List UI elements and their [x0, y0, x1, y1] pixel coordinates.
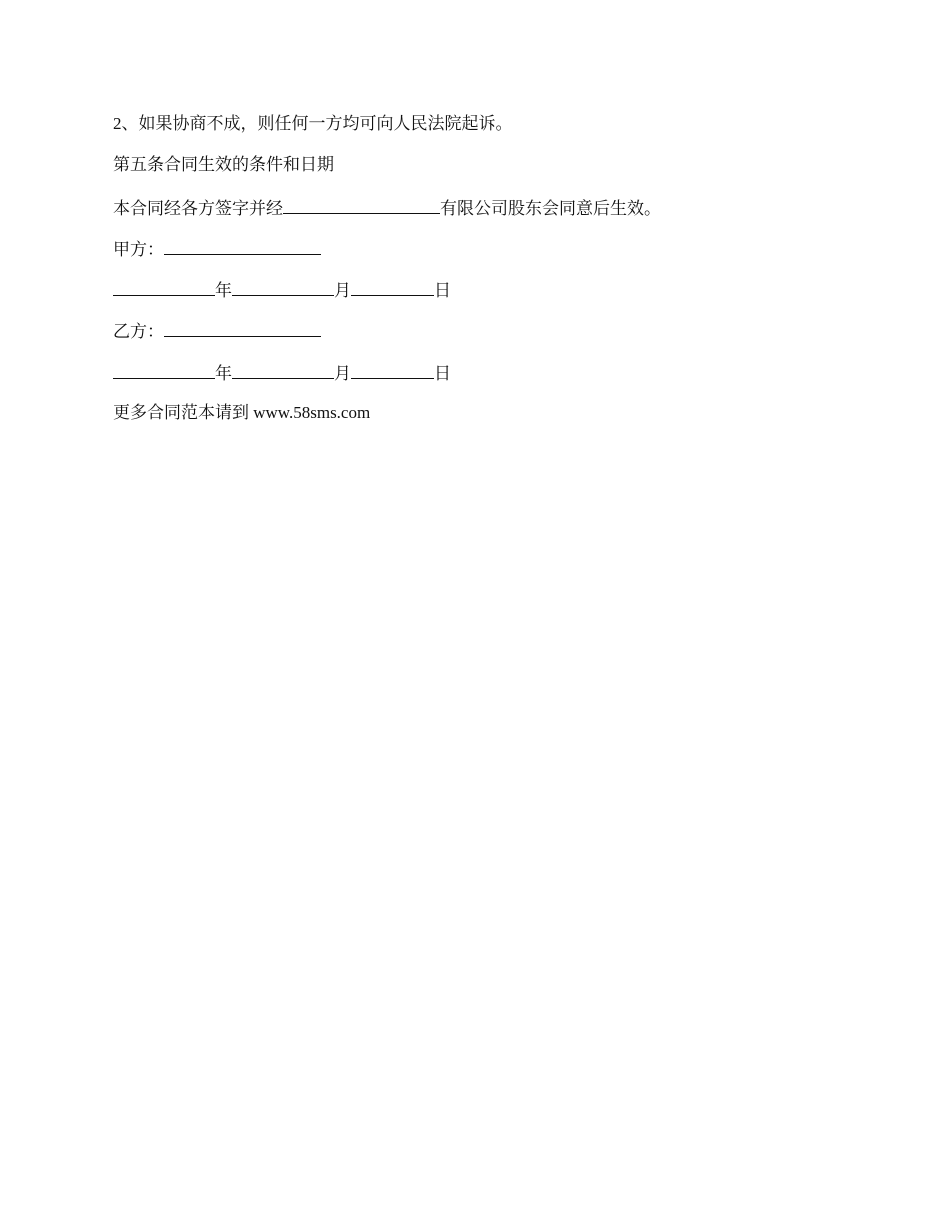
- party-a-year-blank: [113, 277, 215, 296]
- party-b-year-blank: [113, 360, 215, 379]
- party-a-day-blank: [351, 277, 434, 296]
- party-a-signature-blank: [164, 236, 321, 255]
- effect-suffix: 有限公司股东会同意后生效。: [440, 198, 661, 218]
- party-a-label: 甲方：: [113, 239, 164, 259]
- footer-link-text: 更多合同范本请到 www.58sms.com: [113, 403, 371, 423]
- party-b-day-blank: [351, 360, 434, 379]
- month-label: 月: [334, 281, 351, 301]
- party-a-month-blank: [232, 277, 334, 296]
- year-label: 年: [215, 363, 232, 383]
- party-b-signature-blank: [164, 318, 321, 337]
- clause-2: 2、如果协商不成，则任何一方均可向人民法院起诉。: [113, 114, 513, 133]
- party-a-line: [113, 236, 853, 260]
- day-label: 日: [434, 281, 451, 301]
- article-5-title: 第五条合同生效的条件和日期: [113, 155, 334, 175]
- company-name-blank: [283, 195, 440, 214]
- party-b-date-line: [113, 360, 853, 384]
- year-label: 年: [215, 281, 232, 301]
- month-label: 月: [334, 363, 351, 383]
- day-label: 日: [434, 363, 451, 383]
- document-body: [113, 112, 853, 442]
- party-b-month-blank: [232, 360, 334, 379]
- party-b-label: 乙方：: [113, 322, 164, 342]
- effect-condition-line: [113, 195, 853, 219]
- party-b-line: [113, 318, 853, 342]
- effect-prefix: 本合同经各方签字并经: [113, 198, 283, 218]
- party-a-date-line: [113, 277, 853, 301]
